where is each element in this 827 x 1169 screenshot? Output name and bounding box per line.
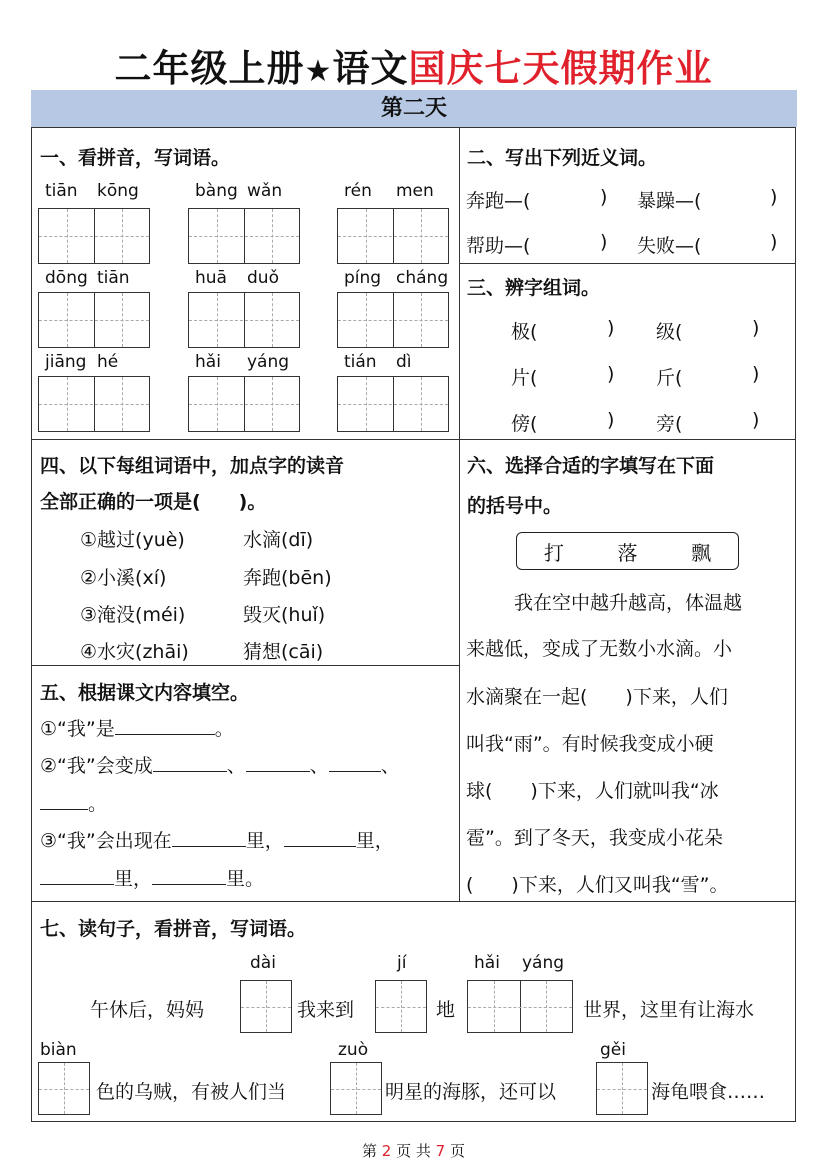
- char-box-double[interactable]: [188, 292, 300, 348]
- s3-close-2: ): [752, 317, 760, 339]
- s3-close-6: ): [752, 409, 760, 431]
- s6-paragraph-line: 球( )下来，人们就叫我“冰: [466, 780, 719, 802]
- s6-option: 打: [543, 540, 564, 565]
- s6-paragraph-line: 水滴聚在一起( )下来，人们: [466, 686, 728, 708]
- pinyin: bàng: [195, 181, 238, 201]
- s5-q3: [40, 826, 394, 853]
- s2-word-3: 帮助—(: [466, 235, 531, 257]
- divider-row2: [32, 439, 795, 440]
- s4-option-4a: ④水灾(zhāi): [80, 641, 189, 663]
- s7-text: 海龟喂食……: [651, 1081, 766, 1103]
- blank[interactable]: [153, 755, 227, 772]
- s6-paragraph-line: 来越低，变成了无数小水滴。小: [466, 638, 733, 660]
- divider-s4-s5: [32, 665, 459, 666]
- pinyin: dōng: [45, 268, 88, 288]
- s2-word-2: 暴躁—(: [637, 190, 702, 212]
- s6-paragraph-line: 叫我“雨”。有时候我变成小硬: [466, 733, 714, 755]
- s4-line-2: 全部正确的一项是( )。: [40, 491, 267, 513]
- char-box-double[interactable]: [38, 208, 150, 264]
- pinyin: kōng: [97, 181, 139, 201]
- pinyin: yáng: [522, 953, 565, 973]
- pinyin: tiān: [97, 268, 130, 288]
- char-box[interactable]: [240, 980, 292, 1033]
- s2-close-1: ): [600, 186, 608, 208]
- char-box-double[interactable]: [188, 208, 300, 264]
- pinyin: hé: [97, 352, 119, 372]
- s6-line-2: 的括号中。: [467, 495, 563, 517]
- s5-heading: 五、根据课文内容填空。: [40, 682, 250, 704]
- char-box-double[interactable]: [38, 376, 150, 432]
- blank[interactable]: [40, 868, 114, 885]
- char-box-double[interactable]: [467, 980, 573, 1033]
- blank[interactable]: [152, 868, 226, 885]
- pinyin: píng: [344, 268, 382, 288]
- sep: 、: [309, 755, 329, 777]
- blank[interactable]: [115, 718, 215, 735]
- char-box[interactable]: [330, 1062, 382, 1115]
- s3-heading: 三、辨字组词。: [467, 277, 601, 299]
- divider-s2-s3: [459, 263, 795, 264]
- sep: 、: [226, 755, 246, 777]
- s4-option-1b: 水滴(dī): [243, 529, 314, 551]
- char-box-double[interactable]: [38, 292, 150, 348]
- s7-text: 午休后，妈妈: [90, 999, 205, 1021]
- s5-q1-text: ①“我”是: [40, 718, 115, 740]
- pinyin: zuò: [338, 1040, 369, 1060]
- li: 里，: [114, 868, 153, 890]
- s6-line-1: 六、选择合适的字填写在下面: [467, 455, 715, 477]
- char-box-double[interactable]: [337, 376, 449, 432]
- page-footer: [0, 1140, 827, 1161]
- page-total: 7: [435, 1142, 446, 1160]
- s1-heading: 一、看拼音，写词语。: [40, 147, 231, 169]
- char-box-double[interactable]: [337, 208, 449, 264]
- blank[interactable]: [172, 830, 246, 847]
- s6-paragraph-line: ( )下来，人们又叫我“雪”。: [466, 874, 729, 896]
- pinyin: dì: [396, 352, 412, 372]
- sep: 、: [380, 755, 400, 777]
- s3-close-1: ): [607, 317, 615, 339]
- pinyin: gěi: [600, 1040, 626, 1060]
- s6-paragraph-line: 我在空中越升越高，体温越: [514, 592, 743, 614]
- day-label: 第二天: [380, 96, 447, 121]
- divider-row3: [32, 901, 795, 902]
- s6-paragraph-line: 雹”。到了冬天，我变成小花朵: [466, 827, 723, 849]
- s4-option-3b: 毁灭(huǐ): [243, 604, 326, 626]
- char-box[interactable]: [38, 1062, 90, 1115]
- pinyin: hǎi: [474, 953, 500, 973]
- s3-char-2: 级(: [656, 321, 683, 343]
- pinyin: dài: [250, 953, 276, 973]
- pinyin: yáng: [247, 352, 290, 372]
- s7-text: 地: [436, 999, 456, 1021]
- char-box-double[interactable]: [337, 292, 449, 348]
- s7-text: 色的乌贼，有被人们当: [96, 1081, 287, 1103]
- pinyin: hǎi: [195, 352, 221, 372]
- s3-char-3: 片(: [511, 367, 538, 389]
- pinyin: rén: [344, 181, 372, 201]
- s7-text: 明星的海豚，还可以: [385, 1081, 557, 1103]
- s2-close-3: ): [600, 231, 608, 253]
- s2-close-2: ): [770, 186, 778, 208]
- li-end: 里。: [226, 868, 265, 890]
- pinyin: cháng: [396, 268, 449, 288]
- char-box[interactable]: [596, 1062, 648, 1115]
- pinyin: duǒ: [247, 268, 279, 288]
- s5-q3-cont: [40, 864, 264, 891]
- s3-char-6: 旁(: [656, 413, 683, 435]
- char-box[interactable]: [375, 980, 427, 1033]
- li: 里，: [245, 830, 284, 852]
- char-box-double[interactable]: [188, 376, 300, 432]
- s3-close-4: ): [752, 363, 760, 385]
- s7-text: 世界，这里有让海水: [583, 999, 755, 1021]
- pinyin: men: [396, 181, 434, 201]
- s3-char-5: 傍(: [511, 413, 538, 435]
- page-title: [0, 38, 827, 92]
- day-banner: [31, 90, 797, 127]
- pinyin: wǎn: [247, 181, 283, 201]
- s7-heading: 七、读句子，看拼音，写词语。: [40, 918, 307, 940]
- title-subject: 语文: [332, 47, 409, 90]
- s6-option: 飘: [691, 540, 712, 565]
- s6-option: 落: [617, 540, 638, 565]
- s2-heading: 二、写出下列近义词。: [467, 147, 658, 169]
- s4-option-4b: 猜想(cāi): [243, 641, 324, 663]
- s4-line-1: 四、以下每组词语中，加点字的读音: [40, 455, 345, 477]
- s5-q1: [40, 714, 234, 741]
- s2-close-4: ): [770, 231, 778, 253]
- s4-option-1a: ①越过(yuè): [80, 529, 185, 551]
- blank[interactable]: [329, 755, 381, 772]
- s5-q2-end: 。: [88, 793, 108, 815]
- li: 里，: [355, 830, 394, 852]
- s4-option-2b: 奔跑(bēn): [243, 567, 332, 589]
- s5-q2-text: ②“我”会变成: [40, 755, 153, 777]
- pinyin: jí: [397, 953, 407, 973]
- divider-vertical: [459, 128, 460, 901]
- blank[interactable]: [284, 830, 356, 847]
- s2-word-1: 奔跑—(: [466, 190, 531, 212]
- s5-q2: [40, 751, 400, 778]
- pinyin: jiāng: [45, 352, 87, 372]
- s3-close-5: ): [607, 409, 615, 431]
- page-number: 2: [381, 1142, 392, 1160]
- title-red: 国庆七天假期作业: [408, 47, 713, 90]
- s2-word-4: 失败—(: [637, 235, 702, 257]
- pinyin: huā: [195, 268, 227, 288]
- s5-q2-cont: [40, 789, 107, 816]
- blank[interactable]: [246, 755, 310, 772]
- s4-option-2a: ②小溪(xí): [80, 567, 167, 589]
- footer-text: 页: [450, 1142, 466, 1160]
- pinyin: tiān: [45, 181, 78, 201]
- pinyin: biàn: [40, 1040, 77, 1060]
- footer-text: 页 共: [396, 1142, 431, 1160]
- s6-option-box: [516, 532, 739, 570]
- pinyin: tián: [344, 352, 377, 372]
- s5-q3-text: ③“我”会出现在: [40, 830, 172, 852]
- title-grade: 二年级上册: [114, 47, 305, 90]
- s5-q1-end: 。: [214, 718, 234, 740]
- s4-option-3a: ③淹没(méi): [80, 604, 186, 626]
- s7-text: 我来到: [297, 999, 355, 1021]
- blank[interactable]: [40, 793, 88, 810]
- s3-char-1: 极(: [511, 321, 538, 343]
- s3-char-4: 斤(: [656, 367, 683, 389]
- s3-close-3: ): [607, 363, 615, 385]
- footer-text: 第: [361, 1142, 377, 1160]
- star-icon: ★: [304, 54, 333, 89]
